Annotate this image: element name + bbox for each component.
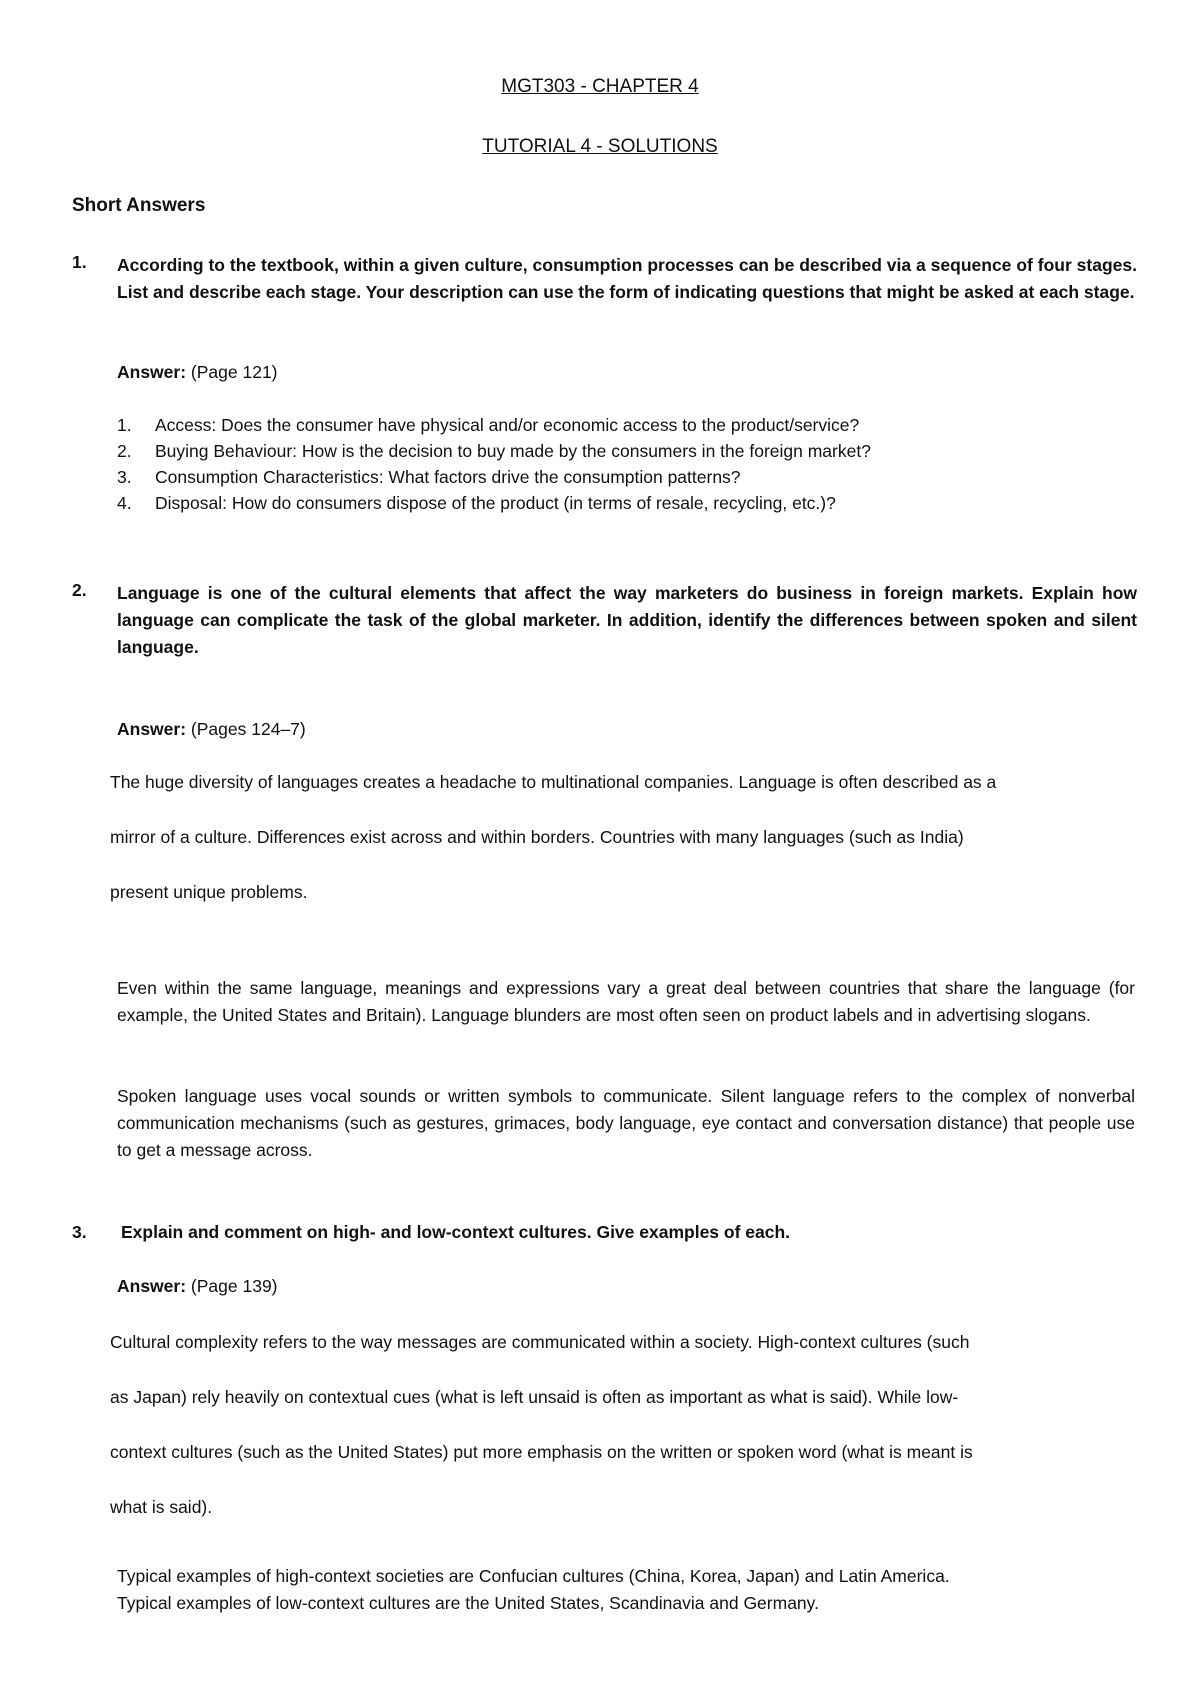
question-3-number: 3. [72, 1222, 87, 1242]
question-1-answer-heading [117, 362, 278, 383]
answer-label: Answer: [117, 719, 187, 739]
answer-label: Answer: [117, 1276, 187, 1296]
answer-page-ref: (Page 139) [190, 1276, 278, 1296]
answer-page-ref: (Page 121) [190, 362, 278, 382]
example-line: Typical examples of low-context cultures are the United States, Scandinavia and Germany. [117, 1593, 819, 1613]
question-2-answer-heading [117, 719, 306, 740]
example-line: Typical examples of high-context societies are Confucian cultures (China, Korea, Japan) and Latin America. [117, 1566, 950, 1586]
section-heading: Short Answers [72, 195, 206, 216]
course-title: MGT303 - CHAPTER 4 [501, 76, 699, 97]
answer-line: context cultures (such as the United States) put more emphasis on the written or spoken word (what is meant is [110, 1442, 973, 1462]
question-3-answer-text [110, 1332, 1150, 1552]
answer-paragraph: Even within the same language, meanings and expressions vary a great deal between countries that share the language (for example, the United States and Britain). Language blunders are most often seen on product labels and in advertising slogans. [117, 978, 1135, 1025]
answer-line: present unique problems. [110, 882, 308, 902]
question-2-answer-text [110, 772, 1150, 937]
tutorial-title: TUTORIAL 4 - SOLUTIONS [482, 136, 718, 157]
question-3-answer-heading [117, 1276, 278, 1297]
question-1-number: 1. [72, 252, 87, 272]
question-3-text: Explain and comment on high- and low-context cultures. Give examples of each. [121, 1222, 791, 1242]
answer-page-ref: (Pages 124–7) [190, 719, 306, 739]
answer-line: Cultural complexity refers to the way messages are communicated within a society. High-context cultures (such [110, 1332, 970, 1352]
question-1-text: According to the textbook, within a given culture, consumption processes can be described via a sequence of four stages. List and describe each stage. Your description can use the form of indicating questions that might be asked at each stage. [117, 255, 1137, 302]
list-item: 4. Disposal: How do consumers dispose of the product (in terms of resale, recycling, etc.)? [117, 493, 836, 513]
question-2-number: 2. [72, 580, 87, 600]
list-item: 1. Access: Does the consumer have physical and/or economic access to the product/service? [117, 415, 860, 435]
answer-paragraph: Spoken language uses vocal sounds or written symbols to communicate. Silent language refers to the complex of nonverbal communication mechanisms (such as gestures, grimaces, body language, eye contact and conversation distance) that people use to get a message across. [117, 1086, 1135, 1160]
answer-line: mirror of a culture. Differences exist across and within borders. Countries with many languages (such as India) [110, 827, 964, 847]
question-3-examples [117, 1563, 1147, 1617]
answer-label: Answer: [117, 362, 187, 382]
answer-line: what is said). [110, 1497, 213, 1517]
answer-line: The huge diversity of languages creates a headache to multinational companies. Language is often described as a [110, 772, 997, 792]
answer-line: as Japan) rely heavily on contextual cues (what is left unsaid is often as important as what is said). While low- [110, 1387, 959, 1407]
question-2-text: Language is one of the cultural elements that affect the way marketers do business in foreign markets. Explain how language can complicate the task of the global marketer. In addition, identify the differences between spoken and silent language. [117, 583, 1137, 657]
list-item: 3. Consumption Characteristics: What factors drive the consumption patterns? [117, 467, 741, 487]
question-1-answer-list [117, 412, 1117, 516]
list-item: 2. Buying Behaviour: How is the decision to buy made by the consumers in the foreign market? [117, 441, 871, 461]
